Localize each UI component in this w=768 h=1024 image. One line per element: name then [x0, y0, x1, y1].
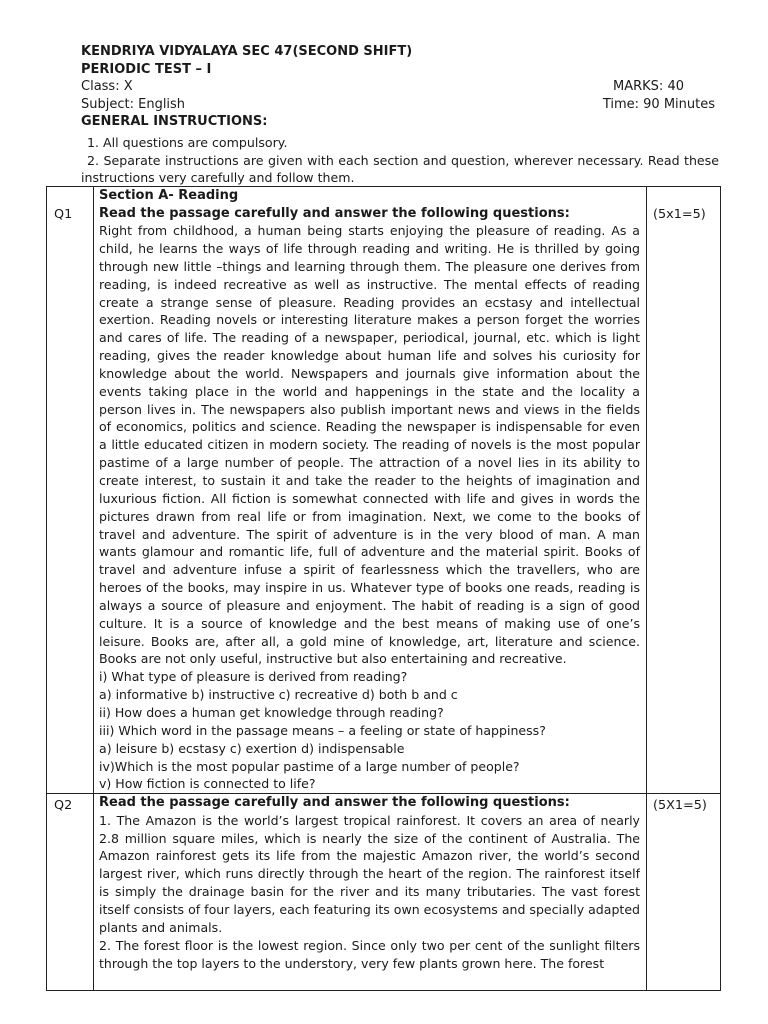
reading-passage: 1. The Amazon is the world’s largest tropical rainforest. It covers an area of nearly 2.8 million square miles, which is nearly the size of the continent of Australia. The Amazon rainforest gets its life from the majestic Amazon river, the world’s second largest river, which runs directly through the heart of the region. The rainforest itself is simply the drainage basin for the river and its many tributaries. The vast forest itself consists of four layers, each featuring its own ecosystems and specially adapted plants and animals.: [99, 812, 640, 935]
question-number: Q1: [47, 187, 94, 794]
class-marks-row: [81, 78, 715, 96]
class-label: Class: X: [81, 79, 133, 94]
marks-label: MARKS: 40: [613, 79, 684, 94]
question-number: Q2: [47, 794, 94, 991]
test-title: PERIODIC TEST – I: [81, 61, 212, 77]
question-instruction: Read the passage carefully and answer the following questions:: [99, 795, 570, 811]
question-line: a) informative b) instructive c) recreative d) both b and c: [99, 687, 458, 703]
subject-label: Subject: English: [81, 96, 186, 112]
reading-passage: 2. The forest floor is the lowest region. Since only two per cent of the sunlight filters through the top layers to the understory, very few plants grown here. The forest: [99, 937, 640, 971]
question-line: i) What type of pleasure is derived from reading?: [99, 669, 408, 685]
subject-time-row: [81, 96, 715, 114]
question-marks: (5x1=5): [647, 187, 721, 794]
question-row-q2: [47, 794, 721, 991]
question-line: v) How fiction is connected to life?: [99, 776, 316, 792]
question-table: [46, 186, 721, 991]
general-instructions: [81, 134, 719, 187]
instruction-item: 2. Separate instructions are given with each section and question, wherever necessary. Read these instructions very carefully and follow them.: [81, 152, 719, 185]
reading-passage: Right from childhood, a human being starts enjoying the pleasure of reading. As a child, he learns the ways of life through reading and writing. He is thrilled by going through new little –things and learning through them. The pleasure one derives from reading, is indeed recreative as well as instructive. The mental effects of reading create a strange sense of pleasure. Reading provides an ecstasy and intellectual exertion. Reading novels or interesting literature makes a person forget the worries and cares of life. The reading of a newspaper, periodical, journal, etc. which is light reading, gives the reader knowledge about human life and solves his curiosity for knowledge about the world. Newspapers and journals give information about the events taking place in the world and happenings in the state and the locality a person lives in. The newspapers also publish important news and views in the fields of economics, politics and science. Reading the newspaper is indispensable for even a little educated citizen in modern society. The reading of novels is the most popular pastime of a large number of people. The attraction of a novel lies in its ability to create interest, to sustain it and take the reader to the heights of imagination and luxurious fiction. All fiction is somewhat connected with life and gives in words the pictures drawn from real life or from imagination. Next, we come to the books of travel and adventure. The spirit of adventure is in the very blood of man. A man wants glamour and romantic life, full of adventure and the material spirit. Books of travel and adventure infuse a spirit of fearlessness which the travellers, who are heroes of the books, may inspire in us. Whatever type of books one reads, reading is always a source of pleasure and enjoyment. The habit of reading is a sign of good culture. It is a source of knowledge and the best means of making use of one’s leisure. Books are, after all, a gold mine of knowledge, art, literature and science. Books are not only useful, instructive but also entertaining and recreative.: [99, 223, 640, 667]
question-line: iv)Which is the most popular pastime of a large number of people?: [99, 758, 520, 774]
question-marks: (5X1=5): [647, 794, 721, 991]
time-label: Time: 90 Minutes: [602, 96, 715, 112]
question-content: [94, 794, 647, 991]
instructions-heading: GENERAL INSTRUCTIONS:: [81, 114, 268, 129]
instruction-item: 1. All questions are compulsory.: [87, 135, 288, 150]
question-content: [94, 187, 647, 794]
question-line: iii) Which word in the passage means – a feeling or state of happiness?: [99, 722, 546, 738]
section-title: Section A- Reading: [99, 188, 239, 203]
clipped-content: [99, 794, 640, 990]
school-name: KENDRIYA VIDYALAYA SEC 47(SECOND SHIFT): [81, 44, 413, 59]
question-instruction: Read the passage carefully and answer the following questions:: [99, 205, 570, 221]
question-row-q1: [47, 187, 721, 794]
question-line: ii) How does a human get knowledge through reading?: [99, 704, 444, 720]
exam-header: [81, 43, 715, 131]
question-line: a) leisure b) ecstasy c) exertion d) indispensable: [99, 740, 405, 756]
